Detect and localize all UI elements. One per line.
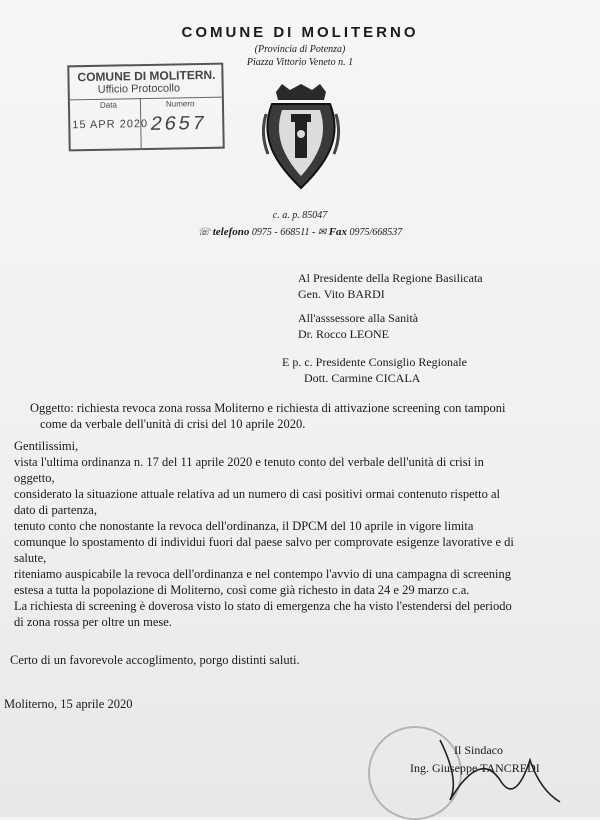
greeting: Gentilissimi, <box>14 439 79 453</box>
municipality-title: COMUNE DI MOLITERNO <box>181 24 419 41</box>
signer-role: Il Sindaco <box>454 743 503 757</box>
stamp-date-label: Data <box>99 100 117 110</box>
body-line: salute, <box>14 551 47 565</box>
contact-line <box>150 226 450 238</box>
fax-icon: ✉ <box>317 227 327 238</box>
recipient-title: All'asssessore alla Sanità <box>298 311 419 325</box>
subject <box>30 400 506 432</box>
stamp-number: 2657 <box>150 112 207 137</box>
closing-line: Certo di un favorevole accoglimento, porgo distinti saluti. <box>10 653 300 667</box>
body-line: La richiesta di screening è doverosa visto lo stato di emergenza che ha visto l'estendersi del periodo <box>14 599 512 613</box>
signer-name: Ing. Giuseppe TANCREDI <box>410 761 540 775</box>
body-line: vista l'ultima ordinanza n. 17 del 11 aprile 2020 e tenuto conto del verbale dell'unità di crisi in <box>14 455 484 469</box>
letter-body <box>14 438 584 630</box>
body-line: dato di partenza, <box>14 503 97 517</box>
address-line: Piazza Vittorio Veneto n. 1 <box>246 57 354 68</box>
stamp-office: Ufficio Protocollo <box>97 82 181 96</box>
body-line: tenuto conto che nonostante la revoca dell'ordinanza, il DPCM del 10 aprile in vigore limita <box>14 519 474 533</box>
place-date: Moliterno, 15 aprile 2020 <box>4 697 133 711</box>
recipient-title: Al Presidente della Regione Basilicata <box>298 271 483 285</box>
postal-code: c. a. p. 85047 <box>272 210 328 221</box>
protocol-stamp <box>67 63 224 152</box>
recipient-council-president <box>282 354 467 386</box>
body-line: riteniamo auspicabile la revoca dell'ordinanza e nel contempo l'avvio di una campagna di screening <box>14 567 512 581</box>
recipient-name: Dr. Rocco LEONE <box>298 327 389 341</box>
fax-label: Fax <box>328 226 348 238</box>
body-line: di zona rossa per oltre un mese. <box>14 615 172 629</box>
recipient-health-councillor <box>298 310 418 342</box>
province-line: (Provincia di Potenza) <box>254 44 346 55</box>
body-line: considerato la situazione attuale relativa ad un numero di casi positivi ormai contenuto rispetto al <box>14 487 500 501</box>
phone-icon: ☏ <box>197 227 211 238</box>
fax-number: 0975/668537 <box>349 227 403 238</box>
body-line: comunque lo spostamento di individui fuori dal paese salvo per comprovate esigenze lavorative e di <box>14 535 514 549</box>
stamp-date: 15 APR 2020 <box>72 117 149 132</box>
body-line: estesa a tutta la popolazione di Moliterno, così come già richesto in data 24 e 29 marzo c.a. <box>14 583 470 597</box>
recipient-name: Gen. Vito BARDI <box>298 287 385 301</box>
recipient-name: Dott. Carmine CICALA <box>304 371 421 385</box>
recipient-president <box>298 270 483 302</box>
body-line: oggetto, <box>14 471 55 485</box>
municipal-crest-icon <box>262 84 340 194</box>
subject-line: come da verbale dell'unità di crisi del 10 aprile 2020. <box>40 417 306 431</box>
stamp-number-label: Numero <box>165 99 195 109</box>
stamp-municipality: COMUNE DI MOLITERN. <box>77 67 216 85</box>
subject-line: Oggetto: richiesta revoca zona rossa Moliterno e richiesta di attivazione screening con tamponi <box>30 401 506 415</box>
phone-label: telefono <box>212 226 250 238</box>
recipient-title: E p. c. Presidente Consiglio Regionale <box>282 355 467 369</box>
phone-number: 0975 - 668511 - <box>251 227 316 238</box>
